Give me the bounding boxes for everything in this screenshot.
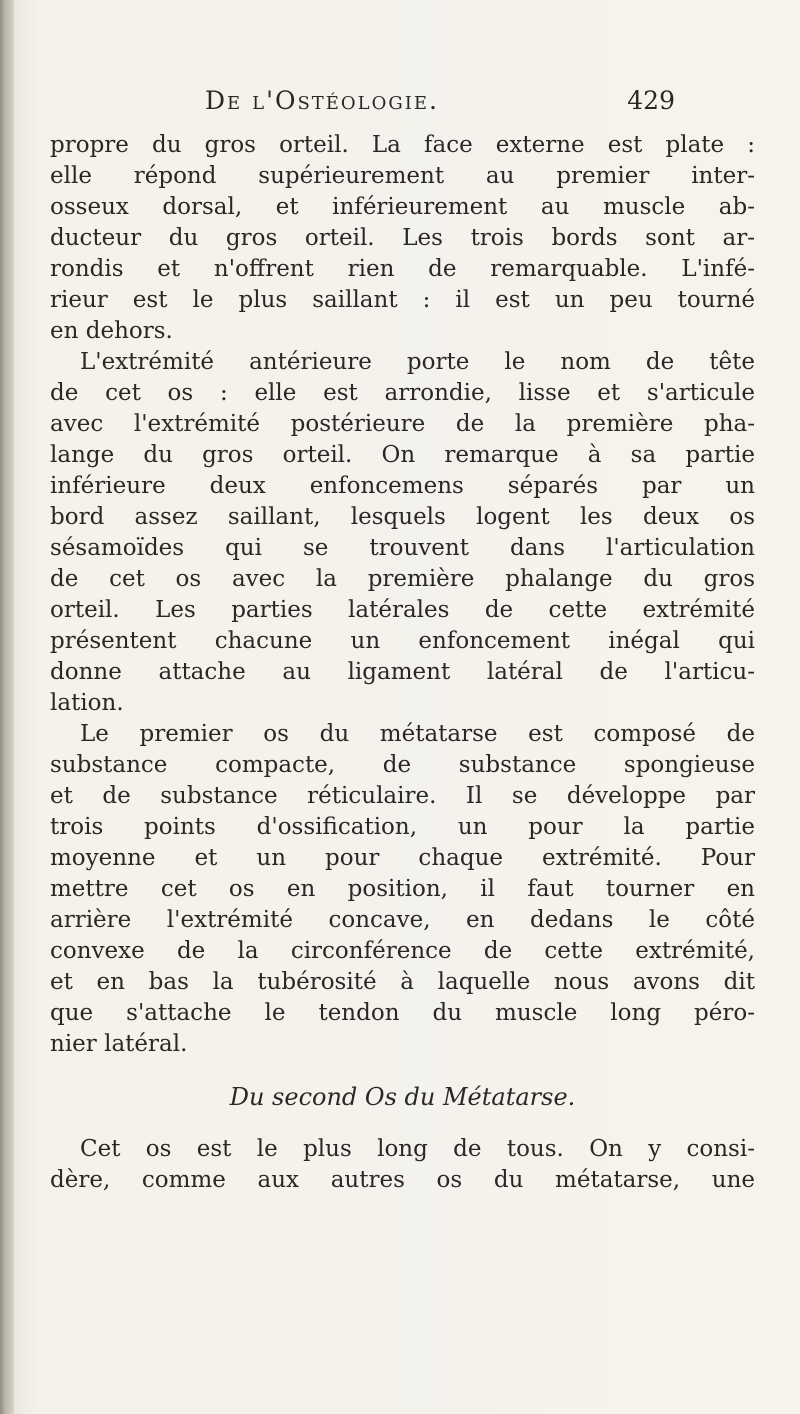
text-line: de cet os : elle est arrondie, lisse et s'articule: [50, 380, 755, 406]
text-line: que s'attache le tendon du muscle long péro-: [50, 1000, 755, 1026]
text-line: propre du gros orteil. La face externe est plate :: [50, 132, 755, 158]
section-title: Du second Os du Métatarse.: [229, 1083, 576, 1111]
text-line: mettre cet os en position, il faut tourner en: [50, 876, 755, 902]
text-line: dère, comme aux autres os du métatarse, une: [50, 1167, 755, 1193]
page-binding-edge: [0, 0, 14, 1414]
text-line: elle répond supérieurement au premier inter-: [50, 163, 755, 189]
paragraph-3: [50, 719, 755, 1060]
text-line: bord assez saillant, lesquels logent les deux os: [50, 504, 755, 530]
text-line: ducteur du gros orteil. Les trois bords sont ar-: [50, 225, 755, 251]
page-header: [205, 86, 675, 126]
text-line: nier latéral.: [50, 1031, 188, 1057]
text-line: avec l'extrémité postérieure de la première pha-: [50, 411, 755, 437]
page-number: 429: [627, 86, 675, 115]
text-line: lange du gros orteil. On remarque à sa partie: [50, 442, 755, 468]
text-line: en dehors.: [50, 318, 173, 344]
text-line: Le premier os du métatarse est composé de: [80, 721, 755, 747]
paragraph-4: [50, 1134, 755, 1196]
text-line: convexe de la circonférence de cette extrémité,: [50, 938, 755, 964]
text-line: moyenne et un pour chaque extrémité. Pour: [50, 845, 755, 871]
text-line: osseux dorsal, et inférieurement au muscle ab-: [50, 194, 755, 220]
text-line: arrière l'extrémité concave, en dedans le côté: [50, 907, 755, 933]
text-line: inférieure deux enfoncemens séparés par un: [50, 473, 755, 499]
text-line: de cet os avec la première phalange du gros: [50, 566, 755, 592]
text-line: trois points d'ossification, un pour la partie: [50, 814, 755, 840]
text-line: lation.: [50, 690, 124, 716]
text-line: sésamoïdes qui se trouvent dans l'articulation: [50, 535, 755, 561]
text-line: L'extrémité antérieure porte le nom de tête: [80, 349, 755, 375]
text-line: donne attache au ligament latéral de l'articu-: [50, 659, 755, 685]
text-line: rondis et n'offrent rien de remarquable. L'infé-: [50, 256, 755, 282]
text-line: rieur est le plus saillant : il est un peu tourné: [50, 287, 755, 313]
text-line: Cet os est le plus long de tous. On y consi-: [80, 1136, 755, 1162]
text-line: présentent chacune un enfoncement inégal qui: [50, 628, 755, 654]
text-line: orteil. Les parties latérales de cette extrémité: [50, 597, 755, 623]
text-line: et en bas la tubérosité à laquelle nous avons dit: [50, 969, 755, 995]
paragraph-2: [50, 347, 755, 719]
text-line: substance compacte, de substance spongieuse: [50, 752, 755, 778]
body-text: [50, 130, 755, 1196]
text-line: et de substance réticulaire. Il se développe par: [50, 783, 755, 809]
paragraph-1: [50, 130, 755, 347]
running-head: De l'Ostéologie.: [205, 86, 439, 115]
